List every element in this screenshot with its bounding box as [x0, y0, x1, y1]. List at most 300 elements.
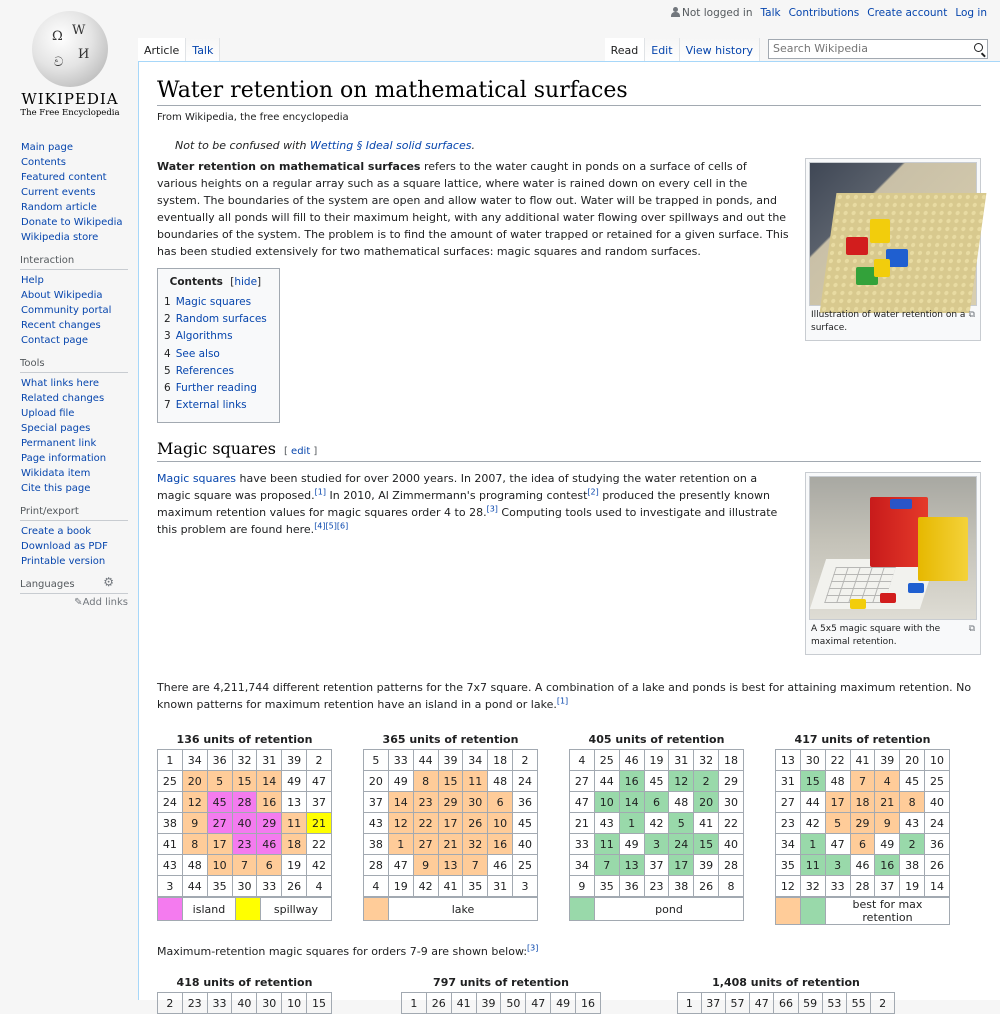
table-of-contents: [157, 268, 280, 423]
table-row: [776, 876, 950, 897]
magic-square-cell: 45: [513, 813, 538, 834]
enlarge-icon[interactable]: ⧉: [968, 310, 975, 320]
toc-hide-link[interactable]: hide: [234, 276, 258, 288]
sidebar-item-permanent-link[interactable]: Permanent link: [21, 438, 97, 449]
toc-link[interactable]: Random surfaces: [175, 313, 267, 326]
magic-square-cell: 29: [257, 813, 282, 834]
magic-square-figure: [677, 976, 895, 1014]
magic-square-photo[interactable]: [809, 476, 977, 620]
user-icon: [671, 7, 680, 17]
table-row: [364, 771, 538, 792]
magic-square-table: [677, 992, 895, 1014]
create-account-link[interactable]: Create account: [867, 7, 948, 19]
toc-item[interactable]: [164, 346, 267, 363]
sidebar-item-upload-file[interactable]: Upload file: [21, 408, 75, 419]
magic-square-cell: 21: [570, 813, 595, 834]
hatnote-link[interactable]: Wetting § Ideal solid surfaces: [309, 139, 472, 152]
sidebar-item-related-changes[interactable]: Related changes: [21, 393, 105, 404]
search-icon[interactable]: [974, 43, 983, 52]
magic-square-cell: 5: [207, 771, 232, 792]
magic-square-cell: 27: [413, 834, 438, 855]
magic-square-cell: 13: [776, 750, 801, 771]
magic-square-cell: 28: [364, 855, 389, 876]
magic-square-cell: 11: [282, 813, 307, 834]
toc-item[interactable]: [164, 294, 267, 311]
magic-square-cell: 17: [669, 855, 694, 876]
table-row: [364, 792, 538, 813]
magic-square-cell: 39: [438, 750, 463, 771]
magic-square-cell: 5: [825, 813, 850, 834]
legend-table: [775, 897, 950, 925]
toc-link[interactable]: References: [175, 364, 235, 377]
magic-square-cell: 23: [644, 876, 669, 897]
magic-square-cell: 20: [900, 750, 925, 771]
magic-square-cell: 34: [570, 855, 595, 876]
magic-square-cell: 11: [594, 834, 619, 855]
magic-square-cell: 50: [501, 993, 526, 1014]
legend-row: [364, 898, 538, 921]
magic-square-cell: 15: [694, 834, 719, 855]
magic-square-cell: 39: [694, 855, 719, 876]
magic-square-cell: 47: [388, 855, 413, 876]
magic-square-cell: 14: [257, 771, 282, 792]
magic-square-cell: 45: [207, 792, 232, 813]
magic-square-cell: 1: [388, 834, 413, 855]
toc-item[interactable]: [164, 397, 267, 414]
legend-swatch: [158, 898, 183, 921]
nav-portal: [21, 140, 128, 245]
ref-link[interactable]: [1]: [556, 696, 569, 706]
magic-square-cell: 8: [413, 771, 438, 792]
magic-square-cell: 2: [694, 771, 719, 792]
magic-square-cell: 21: [875, 792, 900, 813]
table-row: [776, 771, 950, 792]
sidebar-item-cite-this-page[interactable]: Cite this page: [21, 483, 91, 494]
magic-square-cell: 24: [925, 813, 950, 834]
table-row: [158, 750, 332, 771]
table-row: [776, 813, 950, 834]
thumb-caption: [809, 620, 977, 651]
legend-label: island: [183, 898, 236, 921]
piece-red: [880, 593, 896, 603]
magic-square-cell: 24: [669, 834, 694, 855]
magic-square-cell: 35: [463, 876, 488, 897]
piece-yellow: [850, 599, 866, 609]
magic-square-cell: 26: [463, 813, 488, 834]
magic-square-cell: 32: [694, 750, 719, 771]
interaction-portal: [21, 255, 128, 348]
magic-square-cell: 23: [232, 834, 257, 855]
magic-square-cell: 24: [513, 771, 538, 792]
piece-blue: [908, 583, 924, 593]
magic-square-cell: 24: [158, 792, 183, 813]
toc-item[interactable]: [164, 363, 267, 380]
magic-square-cell: 8: [900, 792, 925, 813]
magic-square-figure: [401, 976, 601, 1014]
table-row: [402, 993, 601, 1014]
magic-square-cell: 22: [719, 813, 744, 834]
toc-num: 7: [164, 399, 171, 412]
magic-square-cell: 26: [925, 855, 950, 876]
magic-square-cell: 13: [438, 855, 463, 876]
magic-square-cell: 42: [307, 855, 332, 876]
magic-square-cell: 25: [158, 771, 183, 792]
toc-item[interactable]: [164, 328, 267, 345]
magic-square-cell: 23: [776, 813, 801, 834]
magic-square-cell: 13: [282, 792, 307, 813]
page-title: Water retention on mathematical surfaces: [157, 78, 981, 106]
brick-red: [846, 237, 868, 255]
ref-link[interactable]: [4][5][6]: [314, 521, 349, 531]
table-row: [570, 834, 744, 855]
magic-square-cell: 49: [388, 771, 413, 792]
search-box: [768, 39, 988, 59]
sidebar-item-community-portal[interactable]: Community portal: [21, 305, 112, 316]
orders-paragraph: [157, 943, 981, 960]
magic-square-cell: 39: [875, 750, 900, 771]
magic-square-cell: 2: [871, 993, 895, 1014]
tab-article[interactable]: Article: [138, 38, 186, 62]
ref-link[interactable]: [3]: [527, 943, 539, 953]
sidebar-item-special-pages[interactable]: Special pages: [21, 423, 91, 434]
magic-square-cell: 25: [925, 771, 950, 792]
magic-square-cell: 4: [570, 750, 595, 771]
magic-square-cell: 37: [307, 792, 332, 813]
magic-square-cell: 34: [776, 834, 801, 855]
magic-square-cell: 32: [463, 834, 488, 855]
magic-square-cell: 14: [619, 792, 644, 813]
sidebar-item-store[interactable]: Wikipedia store: [21, 232, 99, 243]
magic-square-cell: 16: [576, 993, 601, 1014]
magic-square-cell: 31: [257, 750, 282, 771]
table-row: [570, 855, 744, 876]
magic-square-cell: 40: [513, 834, 538, 855]
magic-square-cell: 30: [232, 876, 257, 897]
sidebar-item-random-article[interactable]: Random article: [21, 202, 97, 213]
magic-square-cell: 43: [594, 813, 619, 834]
sidebar-item-main-page[interactable]: Main page: [21, 142, 74, 153]
magic-square-cell: 43: [158, 855, 183, 876]
toc-link[interactable]: Further reading: [175, 382, 257, 395]
magic-square-cell: 5: [364, 750, 389, 771]
magic-square-cell: 18: [488, 750, 513, 771]
sidebar-item-download-pdf[interactable]: Download as PDF: [21, 541, 108, 552]
tab-edit[interactable]: Edit: [645, 38, 679, 62]
talk-link[interactable]: Talk: [760, 7, 781, 19]
magic-square-cell: 57: [725, 993, 749, 1014]
legend-swatch: [801, 898, 826, 925]
magic-square-cell: 43: [900, 813, 925, 834]
tab-view-history[interactable]: View history: [680, 38, 760, 62]
ref-link[interactable]: [3]: [486, 504, 498, 514]
magic-square-cell: 27: [776, 792, 801, 813]
logo-tagline: The Free Encyclopedia: [20, 108, 120, 118]
magic-square-cell: 16: [619, 771, 644, 792]
magic-square-cell: 3: [825, 855, 850, 876]
lego-image[interactable]: [809, 162, 977, 306]
thumbnail-lego: [805, 158, 981, 341]
legend-label: lake: [389, 898, 538, 921]
intro-text: refers to the water caught in ponds on a surface of cells of various heights on a regular array such as a square lattice, where water is rained down on every cell in the system. The boundaries of the system are open and allow water to flow out. Water will be trapped in ponds, and eventually all ponds will fill to their maximum height, with any additional water flowing over spillways and out the boundaries of the system. The problem is to find the amount of water trapped or retained for a given surface. This has been studied extensively for two mathematical surfaces: magic squares and random surfaces.: [157, 160, 789, 258]
magic-square-cell: 47: [750, 993, 774, 1014]
magic-square-cell: 9: [413, 855, 438, 876]
magic-square-cell: 17: [207, 834, 232, 855]
table-row: [158, 813, 332, 834]
magic-square-cell: 38: [669, 876, 694, 897]
para-text: Maximum-retention magic squares for orders 7-9 are shown below:: [157, 945, 528, 959]
magic-square-cell: 15: [232, 771, 257, 792]
edit-section-link[interactable]: edit: [291, 446, 311, 458]
magic-square-figure: [363, 733, 538, 925]
sidebar-item-help[interactable]: Help: [21, 275, 44, 286]
toc-num: 4: [164, 347, 171, 360]
legend-label: spillway: [260, 898, 331, 921]
ref-link[interactable]: [2]: [587, 487, 599, 497]
sidebar: [0, 140, 138, 618]
not-logged-in: Not logged in: [671, 7, 752, 19]
magic-square-cell: 41: [451, 993, 476, 1014]
legend-swatch: [364, 898, 389, 921]
enlarge-icon[interactable]: ⧉: [968, 624, 975, 635]
magic-square-cell: 43: [364, 813, 389, 834]
magic-square-cell: 44: [182, 876, 207, 897]
toc-link[interactable]: See also: [175, 347, 220, 360]
table-row: [364, 813, 538, 834]
puzzle-globe-icon: Ω W И ව: [32, 11, 108, 87]
magic-square-figure: [569, 733, 744, 925]
magic-square-cell: 15: [307, 993, 332, 1014]
table-row: [158, 834, 332, 855]
magic-square-cell: 25: [513, 855, 538, 876]
magic-square-cell: 40: [719, 834, 744, 855]
magic-square-cell: 14: [925, 876, 950, 897]
magic-square-cell: 41: [850, 750, 875, 771]
sidebar-item-donate[interactable]: Donate to Wikipedia: [21, 217, 123, 228]
sidebar-item-contents[interactable]: Contents: [21, 157, 66, 168]
magic-square-cell: 36: [513, 792, 538, 813]
magic-square-cell: 19: [644, 750, 669, 771]
magic-square-cell: 48: [488, 771, 513, 792]
magic-square-cell: 33: [388, 750, 413, 771]
magic-square-table: [157, 992, 332, 1014]
magic-square-cell: 28: [850, 876, 875, 897]
magic-square-cell: 37: [644, 855, 669, 876]
magic-square-caption: 1,408 units of retention: [712, 976, 860, 990]
magic-square-cell: 18: [719, 750, 744, 771]
magic-square-cell: 33: [825, 876, 850, 897]
table-row: [364, 834, 538, 855]
toc-num: 3: [164, 330, 171, 343]
personal-tools: [671, 7, 987, 19]
tab-talk[interactable]: Talk: [186, 38, 220, 62]
contributions-link[interactable]: Contributions: [788, 7, 860, 19]
table-row: [364, 750, 538, 771]
magic-square-cell: 41: [438, 876, 463, 897]
magic-square-cell: 49: [875, 834, 900, 855]
search-input[interactable]: [769, 40, 959, 57]
add-links-link[interactable]: Add links: [82, 597, 128, 608]
magic-square-caption: 365 units of retention: [382, 733, 519, 747]
magic-square-cell: 4: [307, 876, 332, 897]
magic-square-cell: 39: [476, 993, 501, 1014]
magic-square-cell: 19: [282, 855, 307, 876]
magic-square-cell: 17: [438, 813, 463, 834]
thumbnail-cube: [805, 472, 981, 655]
magic-square-cell: 40: [232, 993, 257, 1014]
magic-square-cell: 1: [619, 813, 644, 834]
toc-link[interactable]: Algorithms: [175, 330, 233, 343]
legend-label: pond: [595, 898, 744, 921]
magic-square-cell: 19: [900, 876, 925, 897]
sidebar-item-contact-page[interactable]: Contact page: [21, 335, 89, 346]
magic-square-cell: 48: [669, 792, 694, 813]
table-row: [158, 792, 332, 813]
sidebar-item-what-links-here[interactable]: What links here: [21, 378, 100, 389]
sidebar-item-featured-content[interactable]: Featured content: [21, 172, 107, 183]
magic-square-cell: 66: [774, 993, 798, 1014]
namespace-tabs: [138, 38, 220, 62]
table-row: [776, 792, 950, 813]
magic-square-cell: 20: [694, 792, 719, 813]
legend-swatch: [235, 898, 260, 921]
magic-square-cell: 7: [850, 771, 875, 792]
magic-square-cell: 1: [158, 750, 183, 771]
magic-square-cell: 29: [850, 813, 875, 834]
magic-square-cell: 20: [182, 771, 207, 792]
magic-square-cell: 55: [847, 993, 871, 1014]
magic-square-cell: 3: [644, 834, 669, 855]
tab-read[interactable]: Read: [605, 38, 646, 62]
magic-square-cell: 2: [158, 993, 183, 1014]
sidebar-item-wikidata-item[interactable]: Wikidata item: [21, 468, 91, 479]
sidebar-item-current-events[interactable]: Current events: [21, 187, 96, 198]
magic-square-cell: 9: [875, 813, 900, 834]
print-heading: Print/export: [20, 506, 128, 521]
magic-square-cell: 3: [158, 876, 183, 897]
sidebar-item-recent-changes[interactable]: Recent changes: [21, 320, 101, 331]
thumb-caption-text: A 5x5 magic square with the maximal retention.: [811, 624, 941, 648]
sidebar-item-about[interactable]: About Wikipedia: [21, 290, 103, 301]
magic-square-cell: 12: [669, 771, 694, 792]
magic-square-cell: 49: [551, 993, 576, 1014]
magic-square-cell: 20: [364, 771, 389, 792]
toc-item[interactable]: [164, 380, 267, 397]
magic-square-cell: 47: [825, 834, 850, 855]
magic-square-cell: 46: [257, 834, 282, 855]
brick-yellow: [870, 219, 890, 243]
magic-square-cell: 12: [182, 792, 207, 813]
hatnote: [157, 139, 981, 152]
edit-section-wrap: [ edit ]: [283, 446, 318, 458]
magic-square-cell: 29: [719, 771, 744, 792]
magic-square-cell: 1: [402, 993, 427, 1014]
magic-square-cell: 3: [513, 876, 538, 897]
magic-square-cell: 28: [232, 792, 257, 813]
magic-square-cell: 35: [776, 855, 801, 876]
magic-square-cell: 26: [426, 993, 451, 1014]
magic-square-cell: 26: [282, 876, 307, 897]
magic-square-cell: 4: [364, 876, 389, 897]
magic-square-cell: 6: [488, 792, 513, 813]
section-heading-text: Magic squares: [157, 439, 276, 459]
magic-square-cell: 5: [669, 813, 694, 834]
magic-square-cell: 38: [900, 855, 925, 876]
magic-square-cell: 47: [570, 792, 595, 813]
tools-heading: Tools: [20, 358, 128, 373]
magic-square-cell: 32: [800, 876, 825, 897]
toc-link[interactable]: Magic squares: [175, 296, 252, 308]
toc-link[interactable]: External links: [175, 399, 247, 412]
add-links[interactable]: [21, 597, 128, 608]
magic-square-cell: 41: [158, 834, 183, 855]
magic-square-cell: 35: [207, 876, 232, 897]
table-row: [570, 750, 744, 771]
magic-square-cell: 26: [694, 876, 719, 897]
magic-square-cell: 15: [800, 771, 825, 792]
magic-squares-link[interactable]: Magic squares: [157, 472, 237, 486]
magic-square-cell: 8: [719, 876, 744, 897]
gear-icon[interactable]: ⚙: [103, 575, 114, 589]
magic-square-cell: 22: [413, 813, 438, 834]
magic-square-caption: 418 units of retention: [176, 976, 313, 990]
magic-square-cell: 38: [364, 834, 389, 855]
sidebar-item-page-information[interactable]: Page information: [21, 453, 107, 464]
wikipedia-logo[interactable]: [10, 5, 130, 125]
magic-square-cell: 7: [594, 855, 619, 876]
magic-square-cell: 48: [182, 855, 207, 876]
magic-square-cell: 17: [825, 792, 850, 813]
magic-square-cell: 10: [282, 993, 307, 1014]
toc-num: 5: [164, 364, 171, 377]
legend-row: [570, 898, 744, 921]
magic-square-cell: 37: [701, 993, 725, 1014]
thumb-caption-text: Illustration of water retention on a surface.: [811, 310, 966, 333]
magic-square-table: [401, 992, 601, 1014]
toc-item[interactable]: [164, 311, 267, 328]
magic-square-caption: 417 units of retention: [794, 733, 931, 747]
magic-square-cell: 10: [594, 792, 619, 813]
magic-square-cell: 42: [413, 876, 438, 897]
sidebar-item-printable-version[interactable]: Printable version: [21, 556, 106, 567]
toc-heading: Contents: [169, 276, 223, 288]
magic-square-cell: 36: [207, 750, 232, 771]
ref-link[interactable]: [1]: [314, 487, 327, 497]
languages-portal: [20, 575, 128, 608]
log-in-link[interactable]: Log in: [955, 7, 987, 19]
magic-square-cell: 6: [850, 834, 875, 855]
table-row: [364, 876, 538, 897]
magic-square-caption: 797 units of retention: [433, 976, 569, 990]
magic-square-cell: 49: [282, 771, 307, 792]
magic-square-cell: 2: [307, 750, 332, 771]
thumb-caption: [809, 306, 977, 337]
sidebar-item-create-book[interactable]: Create a book: [21, 526, 92, 537]
table-row: [570, 813, 744, 834]
magic-square-cell: 47: [307, 771, 332, 792]
para-text: Computing tools used to investigate and illustrate this problem are found here.: [157, 506, 778, 537]
magic-square-cell: 10: [488, 813, 513, 834]
magic-square-cell: 49: [619, 834, 644, 855]
magic-square-cell: 22: [825, 750, 850, 771]
brick-yellow-2: [874, 259, 890, 277]
magic-square-cell: 45: [900, 771, 925, 792]
tools-portal: [21, 358, 128, 496]
magic-square-cell: 42: [644, 813, 669, 834]
interaction-heading: Interaction: [20, 255, 128, 270]
magic-square-cell: 9: [182, 813, 207, 834]
table-row: [776, 855, 950, 876]
magic-square-cell: 48: [825, 771, 850, 792]
